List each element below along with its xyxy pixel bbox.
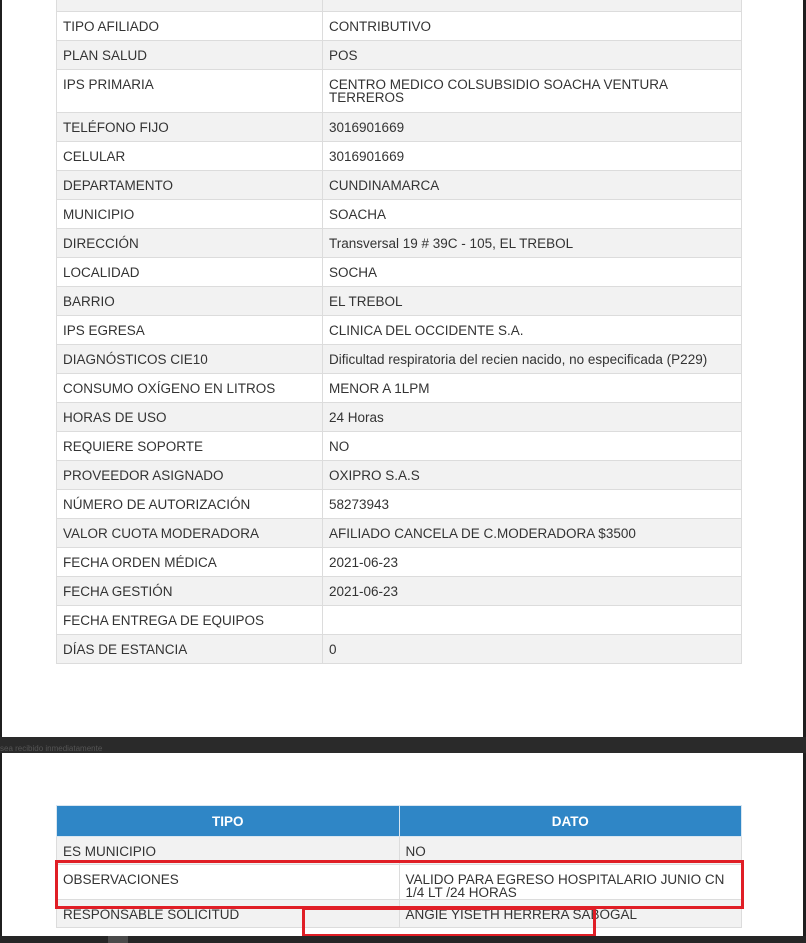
table-row [57,41,742,70]
table-row [57,635,742,664]
row-value: VALIDO PARA EGRESO HOSPITALARIO JUNIO CN 1/4 LT /24 HORAS [399,865,742,900]
table-row [57,316,742,345]
row-label: TELÉFONO FIJO [57,113,323,142]
responsable-highlight [302,907,596,937]
scrollbar-thumb[interactable] [108,936,128,943]
row-value: EL TREBOL [323,287,742,316]
row-label: ES MUNICIPIO [57,837,400,865]
table-row [57,403,742,432]
row-value: AFILIADO CANCELA DE C.MODERADORA $3500 [323,519,742,548]
patient-info-table [56,0,742,664]
separator-text: sea recibido inmediatamente [0,744,103,753]
observaciones-highlight [55,860,744,909]
row-value: POS [323,41,742,70]
row-value: CUNDINAMARCA [323,171,742,200]
table-row [57,171,742,200]
table-row [57,519,742,548]
table-row [57,0,742,12]
table-row [57,577,742,606]
table-row [57,12,742,41]
row-value: 58273943 [323,490,742,519]
table-row [57,548,742,577]
table-row [57,258,742,287]
row-label: DEPARTAMENTO [57,171,323,200]
row-label: TIPO AFILIADO [57,12,323,41]
row-value: CENTRO MEDICO COLSUBSIDIO SOACHA VENTURA TERREROS [323,70,742,113]
row-label: LOCALIDAD [57,258,323,287]
row-value: NO [323,432,742,461]
row-value [323,0,742,12]
table-row [57,374,742,403]
row-label: NÚMERO DE AUTORIZACIÓN [57,490,323,519]
row-value: 2021-06-23 [323,577,742,606]
table-row [57,432,742,461]
row-value: 3016901669 [323,113,742,142]
table-row [57,113,742,142]
header-tipo: TIPO [57,806,400,837]
row-value: CLINICA DEL OCCIDENTE S.A. [323,316,742,345]
row-value: ANGIE YISETH HERRERA SABOGAL [399,900,742,928]
row-label: CELULAR [57,142,323,171]
row-label: VALOR CUOTA MODERADORA [57,519,323,548]
row-label: REQUIERE SOPORTE [57,432,323,461]
row-label: CONSUMO OXÍGENO EN LITROS [57,374,323,403]
table-row [57,287,742,316]
table-header-row [57,806,742,837]
page-separator [0,737,806,753]
row-value [323,606,742,635]
header-dato: DATO [399,806,742,837]
table-row [57,70,742,113]
document-page-top [2,0,803,737]
row-label [57,0,323,12]
table-row [57,142,742,171]
horizontal-scrollbar[interactable] [0,936,806,943]
row-label: RESPONSABLE SOLICITUD [57,900,400,928]
document-page-bottom [2,753,803,936]
row-label: DIAGNÓSTICOS CIE10 [57,345,323,374]
row-value: Transversal 19 # 39C - 105, EL TREBOL [323,229,742,258]
row-label: IPS PRIMARIA [57,70,323,113]
row-label: DÍAS DE ESTANCIA [57,635,323,664]
row-label: FECHA ENTREGA DE EQUIPOS [57,606,323,635]
row-label: PLAN SALUD [57,41,323,70]
table-row [57,345,742,374]
row-label: OBSERVACIONES [57,865,400,900]
row-label: PROVEEDOR ASIGNADO [57,461,323,490]
row-label: IPS EGRESA [57,316,323,345]
row-value: SOCHA [323,258,742,287]
row-value: 3016901669 [323,142,742,171]
row-value: MENOR A 1LPM [323,374,742,403]
row-label: DIRECCIÓN [57,229,323,258]
row-value: 0 [323,635,742,664]
row-value: 2021-06-23 [323,548,742,577]
row-value: 24 Horas [323,403,742,432]
row-label: HORAS DE USO [57,403,323,432]
table-row [57,606,742,635]
row-value: OXIPRO S.A.S [323,461,742,490]
table-row [57,461,742,490]
row-value: NO [399,837,742,865]
row-value: SOACHA [323,200,742,229]
row-label: BARRIO [57,287,323,316]
row-value: Dificultad respiratoria del recien nacido, no especificada (P229) [323,345,742,374]
row-label: MUNICIPIO [57,200,323,229]
table-row [57,229,742,258]
row-value: CONTRIBUTIVO [323,12,742,41]
table-row [57,490,742,519]
row-label: FECHA GESTIÓN [57,577,323,606]
row-label: FECHA ORDEN MÉDICA [57,548,323,577]
table-row [57,200,742,229]
